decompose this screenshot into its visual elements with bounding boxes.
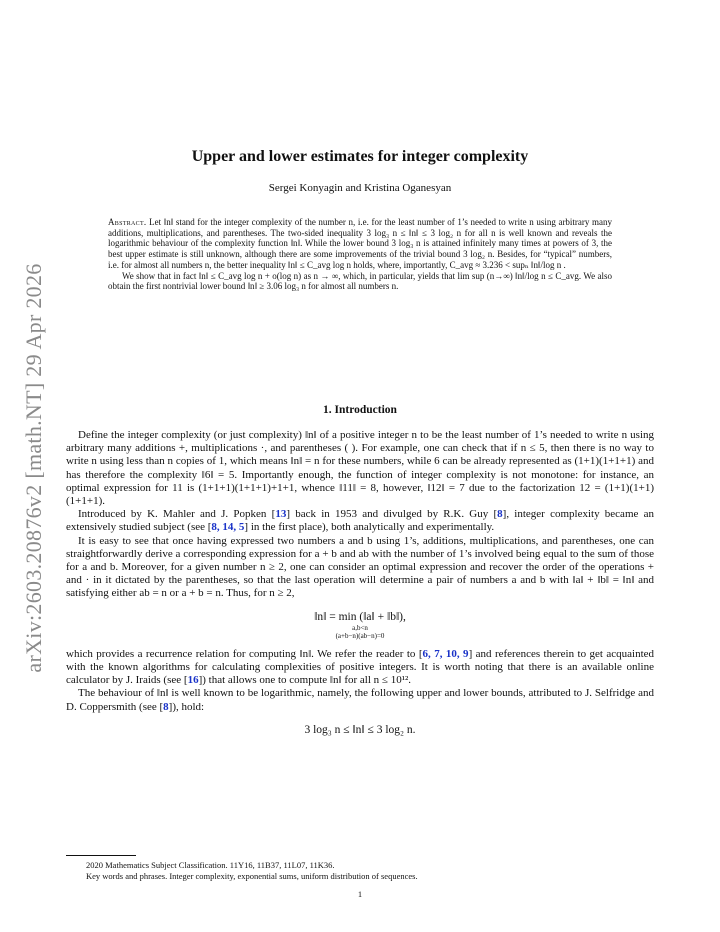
paper-authors: Sergei Konyagin and Kristina Oganesyan [268,182,452,194]
abstract-text-1: Let ‖n‖ stand for the integer complexity of the number n, i.e. for the least number of 1’s needed to write n using arbitrary many additions, multiplications, and parentheses. The two-sided inequality 3 log₃ n ≤ ‖n‖ ≤ 3 log₂ n for all n is well known and reveals the logarithmic behaviour of the complexity function ‖n‖. While the lower bound 3 log₃ n is attained infinitely many times at powers of 3, the best upper estimate is still unknown, although there are some improvements of the trivial bound 3 log₂ n. Besides, for “typical” numbers, i.e. for almost all numbers n, the better inequality ‖n‖ ≤ C_avg log n holds, where, importantly, C_avg ≈ 3.236 < supₙ ‖n‖/log n . [108,217,613,270]
citation-link[interactable]: 8 [163,700,169,713]
abstract-paragraph-1 [108,217,612,271]
introduction-body [66,429,654,745]
abstract [108,217,612,292]
msc-footnote: 2020 Mathematics Subject Classification. 11Y16, 11B37, 11L07, 11K36. [86,860,335,870]
paper-title: Upper and lower estimates for integer complexity [191,148,529,165]
section-heading: 1. Introduction [323,404,397,416]
intro-paragraph-4: which provides a recurrence relation for computing ‖n‖. We refer the reader to [6, 7, 10, 9] and references therein to get acquainted with the known algorithms for calculating complexities of positive integers. It is worth noting that there is an available online calculator by J. Iraids (see [16]) that allows one to compute ‖n‖ for all n ≤ 10¹². [66,647,655,687]
arxiv-identifier [14,248,54,688]
abstract-paragraph-2: We show that in fact ‖n‖ ≤ C_avg log n + o(log n) as n → ∞, which, in particular, yields that lim sup (n→∞) ‖n‖/log n ≤ C_avg. We also obtain the first nontrivial lower bound ‖n‖ ≥ 3.06 log₃ n for almost all numbers n. [108,270,612,292]
footnote-divider [66,855,136,856]
bounds-formula: 3 log₃ n ≤ ‖n‖ ≤ 3 log₂ n. [304,723,416,736]
formula-subscript-1: a,b<n [352,623,368,632]
citation-link[interactable]: 6, 7, 10, 9 [422,647,469,660]
keywords-footnote: Key words and phrases. Integer complexity, exponential sums, uniform distribution of sequences. [86,871,418,881]
citation-link[interactable]: 16 [187,674,199,687]
recurrence-formula [66,611,654,640]
abstract-label: Abstract. [108,217,147,227]
page-number: 1 [357,889,363,899]
citation-link[interactable]: 13 [275,508,287,521]
footnotes [86,860,646,882]
intro-paragraph-5: The behaviour of ‖n‖ is well known to be logarithmic, namely, the following upper and lower bounds, attributed to J. Selfridge and D. Coppersmith (see [8]), hold: [66,687,654,713]
formula-main: ‖n‖ = min (‖a‖ + ‖b‖), [314,610,406,623]
intro-paragraph-2: Introduced by K. Mahler and J. Popken [13] back in 1953 and divulged by R.K. Guy [8], integer complexity became an extensively studied subject (see [8, 14, 5] in the first place), both analytically and experimentally. [66,508,654,534]
intro-paragraph-3: It is easy to see that once having expressed two numbers a and b using 1’s, additions, multiplications, and parentheses, one can straightforwardly derive a corresponding expression for a + b and ab with the number of 1’s involved being equal to the sum of those for a and b. Moreover, for a given number n ≥ 2, one can consider an optimal expression and recover the order of the operations + and · in it dictated by the parentheses, so that the last operation will determine a pair of numbers a and b with ‖a‖ + ‖b‖ = ‖n‖ and satisfying either ab = n or a + b = n. Thus, for n ≥ 2, [66,534,654,600]
citation-link[interactable]: 8 [497,508,503,521]
arxiv-identifier-text: arXiv:2603.20876v2 [math.NT] 29 Apr 2026 [21,263,46,673]
formula-subscript-2: (a+b−n)(ab−n)=0 [335,631,385,640]
citation-link[interactable]: 8, 14, 5 [211,521,245,534]
intro-paragraph-1: Define the integer complexity (or just complexity) ‖n‖ of a positive integer n to be the least number of 1’s needed to write n using arbitrary many additions +, multiplications ·, and parentheses ( ). For example, one can check that if n ≤ 5, then there is no way to write n using less than n copies of 1, which means ‖n‖ = n for these numbers, while 6 can be already represented as (1+1)(1+1+1) and has therefore the complexity ‖6‖ = 5. Importantly enough, the function of integer complexity is not monotone: for instance, an optimal expression for 11 is (1+1+1)(1+1+1)+1+1, whence ‖11‖ = 8, however, ‖12‖ = 7 due to the factorization 12 = (1+1)(1+1)(1+1+1). [66,429,654,508]
